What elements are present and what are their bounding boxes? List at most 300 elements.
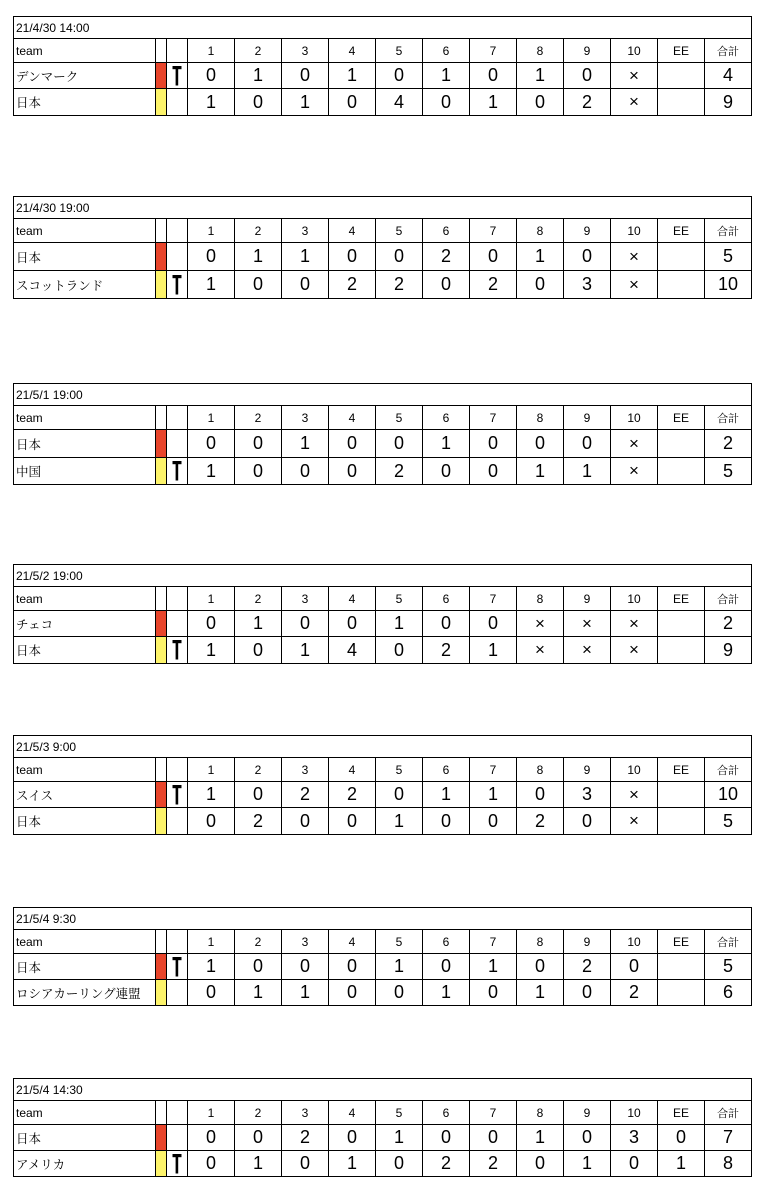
end-score: 1 [235,63,282,89]
team-name: 日本 [14,430,156,458]
end-score: 2 [470,271,517,299]
end-score: 0 [376,1151,423,1177]
stone-color-swatch [156,271,167,299]
end-score: 0 [188,1125,235,1151]
hammer-cell [167,89,188,116]
end-score: 1 [235,980,282,1006]
end-score: 1 [329,63,376,89]
hammer-column-header [167,219,188,243]
end-score: 2 [282,1125,329,1151]
hammer-cell [167,808,188,835]
team-row [14,430,752,458]
end-score: 1 [329,1151,376,1177]
end-score: 0 [235,430,282,458]
end-score: 0 [423,458,470,485]
total-score: 6 [705,980,752,1006]
total-score: 10 [705,782,752,808]
end-column-header: 2 [235,1101,282,1125]
end-column-header: 3 [282,406,329,430]
end-column-header: 8 [517,587,564,611]
end-score: 0 [470,980,517,1006]
team-name: 日本 [14,1125,156,1151]
end-column-header: 10 [611,587,658,611]
end-score: 0 [423,611,470,637]
end-score: 2 [564,89,611,116]
end-score: 0 [376,243,423,271]
hammer-column-header [167,587,188,611]
end-column-header: EE [658,39,705,63]
end-score: 0 [235,271,282,299]
end-score: 1 [376,808,423,835]
hammer-column-header [167,406,188,430]
total-score: 9 [705,89,752,116]
stone-color-swatch [156,1151,167,1177]
end-score [658,458,705,485]
end-column-header: EE [658,1101,705,1125]
total-score: 2 [705,430,752,458]
end-column-header: EE [658,587,705,611]
end-score: 0 [188,980,235,1006]
end-score: 0 [517,271,564,299]
end-score: 2 [423,1151,470,1177]
end-column-header: 5 [376,930,423,954]
end-score: 0 [517,89,564,116]
end-score: 0 [470,1125,517,1151]
end-score: 0 [329,980,376,1006]
hammer-cell [167,1151,188,1177]
end-score: 1 [423,782,470,808]
end-column-header: 8 [517,1101,564,1125]
team-row [14,1125,752,1151]
end-column-header: EE [658,219,705,243]
team-row [14,89,752,116]
header-row [14,587,752,611]
end-score: × [611,611,658,637]
end-column-header: 1 [188,758,235,782]
header-row [14,219,752,243]
end-score: 2 [329,271,376,299]
end-score: 0 [235,89,282,116]
end-score: 2 [329,782,376,808]
end-score: 0 [470,611,517,637]
end-column-header: 2 [235,930,282,954]
end-score: 0 [423,271,470,299]
score-table [13,907,752,1006]
team-column-header: team [14,219,156,243]
team-column-header: team [14,406,156,430]
end-column-header: 5 [376,758,423,782]
end-score: 1 [188,637,235,664]
game-datetime: 21/5/4 14:30 [14,1079,752,1101]
team-name: 日本 [14,808,156,835]
stone-color-swatch [156,458,167,485]
end-score: 0 [282,954,329,980]
end-score: 1 [235,1151,282,1177]
end-score: 0 [470,430,517,458]
end-score: 0 [470,458,517,485]
stone-color-column-header [156,406,167,430]
game-scoreboard [13,564,751,664]
end-score: 1 [188,782,235,808]
end-score: 0 [564,980,611,1006]
header-row [14,930,752,954]
end-column-header: 2 [235,39,282,63]
game-scoreboard [13,907,751,1006]
end-score: 1 [188,271,235,299]
end-score: 1 [188,89,235,116]
game-datetime: 21/4/30 19:00 [14,197,752,219]
stone-color-column-header [156,930,167,954]
hammer-icon [172,956,182,978]
end-score: 0 [282,611,329,637]
end-score: 0 [329,243,376,271]
total-column-header: 合計 [705,930,752,954]
end-column-header: 3 [282,39,329,63]
score-table [13,564,752,664]
hammer-icon [172,460,182,482]
end-score: × [611,808,658,835]
end-column-header: 8 [517,219,564,243]
end-score [658,243,705,271]
end-column-header: 10 [611,1101,658,1125]
end-score: 1 [282,430,329,458]
end-column-header: 1 [188,39,235,63]
end-column-header: 5 [376,587,423,611]
end-score: 0 [517,954,564,980]
end-score: × [611,458,658,485]
score-table [13,735,752,835]
end-column-header: 4 [329,930,376,954]
total-score: 2 [705,611,752,637]
end-score [658,63,705,89]
end-column-header: 7 [470,930,517,954]
end-score: 0 [282,271,329,299]
hammer-cell [167,611,188,637]
end-column-header: 1 [188,930,235,954]
end-column-header: 4 [329,219,376,243]
total-column-header: 合計 [705,587,752,611]
end-score: 2 [282,782,329,808]
team-row [14,782,752,808]
game-scoreboard [13,196,751,299]
end-score: 0 [611,1151,658,1177]
end-score [658,808,705,835]
team-row [14,271,752,299]
end-score: 0 [235,782,282,808]
end-score: 0 [470,243,517,271]
game-datetime: 21/5/4 9:30 [14,908,752,930]
end-score: 0 [423,1125,470,1151]
end-column-header: 10 [611,406,658,430]
end-score: 0 [329,430,376,458]
end-score: 1 [376,611,423,637]
end-column-header: 3 [282,758,329,782]
end-score: 0 [564,243,611,271]
end-score: 0 [564,1125,611,1151]
end-score: × [611,89,658,116]
end-score: 0 [188,808,235,835]
end-score: × [564,637,611,664]
end-column-header: 10 [611,758,658,782]
end-score: 2 [470,1151,517,1177]
end-score: 1 [282,980,329,1006]
end-score: 0 [282,808,329,835]
end-column-header: 9 [564,219,611,243]
end-score: 0 [564,63,611,89]
end-column-header: 7 [470,587,517,611]
game-scoreboard [13,735,751,835]
end-score: 0 [188,243,235,271]
end-score: 1 [188,954,235,980]
end-score: 0 [470,63,517,89]
end-column-header: 4 [329,1101,376,1125]
end-score: 1 [517,980,564,1006]
end-score: 2 [423,243,470,271]
end-score: 0 [329,954,376,980]
team-name: 日本 [14,89,156,116]
end-score: 1 [282,89,329,116]
end-column-header: 6 [423,587,470,611]
end-score [658,637,705,664]
end-score: 0 [282,458,329,485]
end-score: 0 [235,1125,282,1151]
end-score: 0 [376,430,423,458]
end-score: 0 [329,458,376,485]
end-score: 2 [611,980,658,1006]
end-score: 0 [376,980,423,1006]
end-column-header: 6 [423,39,470,63]
team-name: 日本 [14,637,156,664]
hammer-cell [167,271,188,299]
total-score: 5 [705,458,752,485]
game-scoreboard [13,16,751,116]
end-score: 1 [423,430,470,458]
end-score: 4 [376,89,423,116]
stone-color-column-header [156,219,167,243]
end-column-header: 6 [423,758,470,782]
end-column-header: 9 [564,39,611,63]
end-column-header: 5 [376,406,423,430]
total-score: 10 [705,271,752,299]
hammer-cell [167,637,188,664]
end-score: 1 [517,1125,564,1151]
header-row [14,758,752,782]
stone-color-swatch [156,980,167,1006]
end-score: 0 [282,1151,329,1177]
end-score: 0 [188,430,235,458]
team-column-header: team [14,587,156,611]
hammer-column-header [167,39,188,63]
team-name: スイス [14,782,156,808]
stone-color-swatch [156,63,167,89]
stone-color-column-header [156,1101,167,1125]
end-column-header: 8 [517,406,564,430]
end-score: 1 [282,243,329,271]
team-row [14,637,752,664]
end-score: 1 [376,954,423,980]
end-column-header: 10 [611,930,658,954]
end-score: 1 [235,611,282,637]
end-column-header: 2 [235,587,282,611]
end-column-header: 5 [376,39,423,63]
end-score: 1 [564,458,611,485]
team-column-header: team [14,39,156,63]
stone-color-swatch [156,808,167,835]
total-score: 5 [705,808,752,835]
end-score: 0 [329,611,376,637]
stone-color-swatch [156,430,167,458]
end-column-header: 10 [611,219,658,243]
header-row [14,39,752,63]
end-score: 1 [235,243,282,271]
header-row [14,1101,752,1125]
end-column-header: 9 [564,930,611,954]
hammer-cell [167,430,188,458]
end-score: 3 [611,1125,658,1151]
team-column-header: team [14,758,156,782]
end-column-header: 8 [517,39,564,63]
end-column-header: 2 [235,758,282,782]
team-name: 中国 [14,458,156,485]
total-score: 7 [705,1125,752,1151]
end-column-header: EE [658,406,705,430]
stone-color-swatch [156,782,167,808]
total-column-header: 合計 [705,39,752,63]
end-score: 4 [329,637,376,664]
hammer-cell [167,63,188,89]
end-column-header: 6 [423,406,470,430]
end-column-header: 1 [188,587,235,611]
end-column-header: 3 [282,930,329,954]
end-column-header: 8 [517,930,564,954]
end-score: 0 [376,782,423,808]
end-column-header: 4 [329,758,376,782]
game-scoreboard [13,383,751,485]
team-row [14,458,752,485]
end-score: × [611,271,658,299]
end-score: 1 [564,1151,611,1177]
end-score: 0 [235,458,282,485]
end-score: 1 [470,954,517,980]
end-score: 0 [235,637,282,664]
end-score: 0 [658,1125,705,1151]
end-score [658,954,705,980]
end-score [658,271,705,299]
end-column-header: 1 [188,1101,235,1125]
end-score: 0 [188,63,235,89]
game-datetime: 21/4/30 14:00 [14,17,752,39]
end-column-header: 9 [564,587,611,611]
end-score: 0 [329,89,376,116]
end-score: 2 [235,808,282,835]
end-column-header: 10 [611,39,658,63]
end-score: 0 [564,430,611,458]
end-column-header: 9 [564,1101,611,1125]
end-column-header: 7 [470,1101,517,1125]
hammer-cell [167,243,188,271]
end-column-header: 7 [470,219,517,243]
team-name: ロシアカーリング連盟 [14,980,156,1006]
end-score: 1 [517,243,564,271]
hammer-cell [167,980,188,1006]
team-column-header: team [14,930,156,954]
end-score: 0 [235,954,282,980]
end-score: 0 [517,430,564,458]
end-score: 1 [517,63,564,89]
end-score: 0 [517,1151,564,1177]
team-row [14,1151,752,1177]
end-score: 1 [517,458,564,485]
end-score [658,611,705,637]
total-column-header: 合計 [705,219,752,243]
stone-color-swatch [156,611,167,637]
end-column-header: 5 [376,1101,423,1125]
end-score: 0 [329,808,376,835]
end-score: 0 [423,89,470,116]
hammer-column-header [167,1101,188,1125]
end-score: × [611,430,658,458]
game-datetime: 21/5/1 19:00 [14,384,752,406]
end-column-header: 9 [564,406,611,430]
end-score: 1 [658,1151,705,1177]
total-score: 5 [705,954,752,980]
end-column-header: 7 [470,758,517,782]
hammer-cell [167,782,188,808]
end-column-header: 2 [235,406,282,430]
score-table [13,16,752,116]
hammer-icon [172,639,182,661]
team-name: 日本 [14,243,156,271]
end-column-header: 6 [423,930,470,954]
hammer-icon [172,784,182,806]
team-name: デンマーク [14,63,156,89]
end-score: 0 [329,1125,376,1151]
end-column-header: 8 [517,758,564,782]
total-column-header: 合計 [705,758,752,782]
end-column-header: 7 [470,39,517,63]
score-table [13,383,752,485]
end-column-header: 3 [282,1101,329,1125]
stone-color-swatch [156,89,167,116]
total-score: 9 [705,637,752,664]
end-score: × [611,637,658,664]
team-row [14,243,752,271]
total-column-header: 合計 [705,406,752,430]
end-score [658,89,705,116]
end-score: 0 [282,63,329,89]
hammer-column-header [167,930,188,954]
team-name: チェコ [14,611,156,637]
end-score: 0 [376,637,423,664]
stone-color-column-header [156,587,167,611]
end-score [658,430,705,458]
team-row [14,980,752,1006]
hammer-cell [167,1125,188,1151]
end-column-header: 4 [329,406,376,430]
hammer-icon [172,274,182,296]
hammer-icon [172,65,182,87]
end-column-header: 4 [329,587,376,611]
game-scoreboard [13,1078,751,1177]
team-row [14,808,752,835]
team-name: スコットランド [14,271,156,299]
end-score: × [517,611,564,637]
end-score: 0 [376,63,423,89]
end-column-header: EE [658,930,705,954]
end-score: × [611,63,658,89]
end-score: 2 [376,458,423,485]
stone-color-column-header [156,39,167,63]
